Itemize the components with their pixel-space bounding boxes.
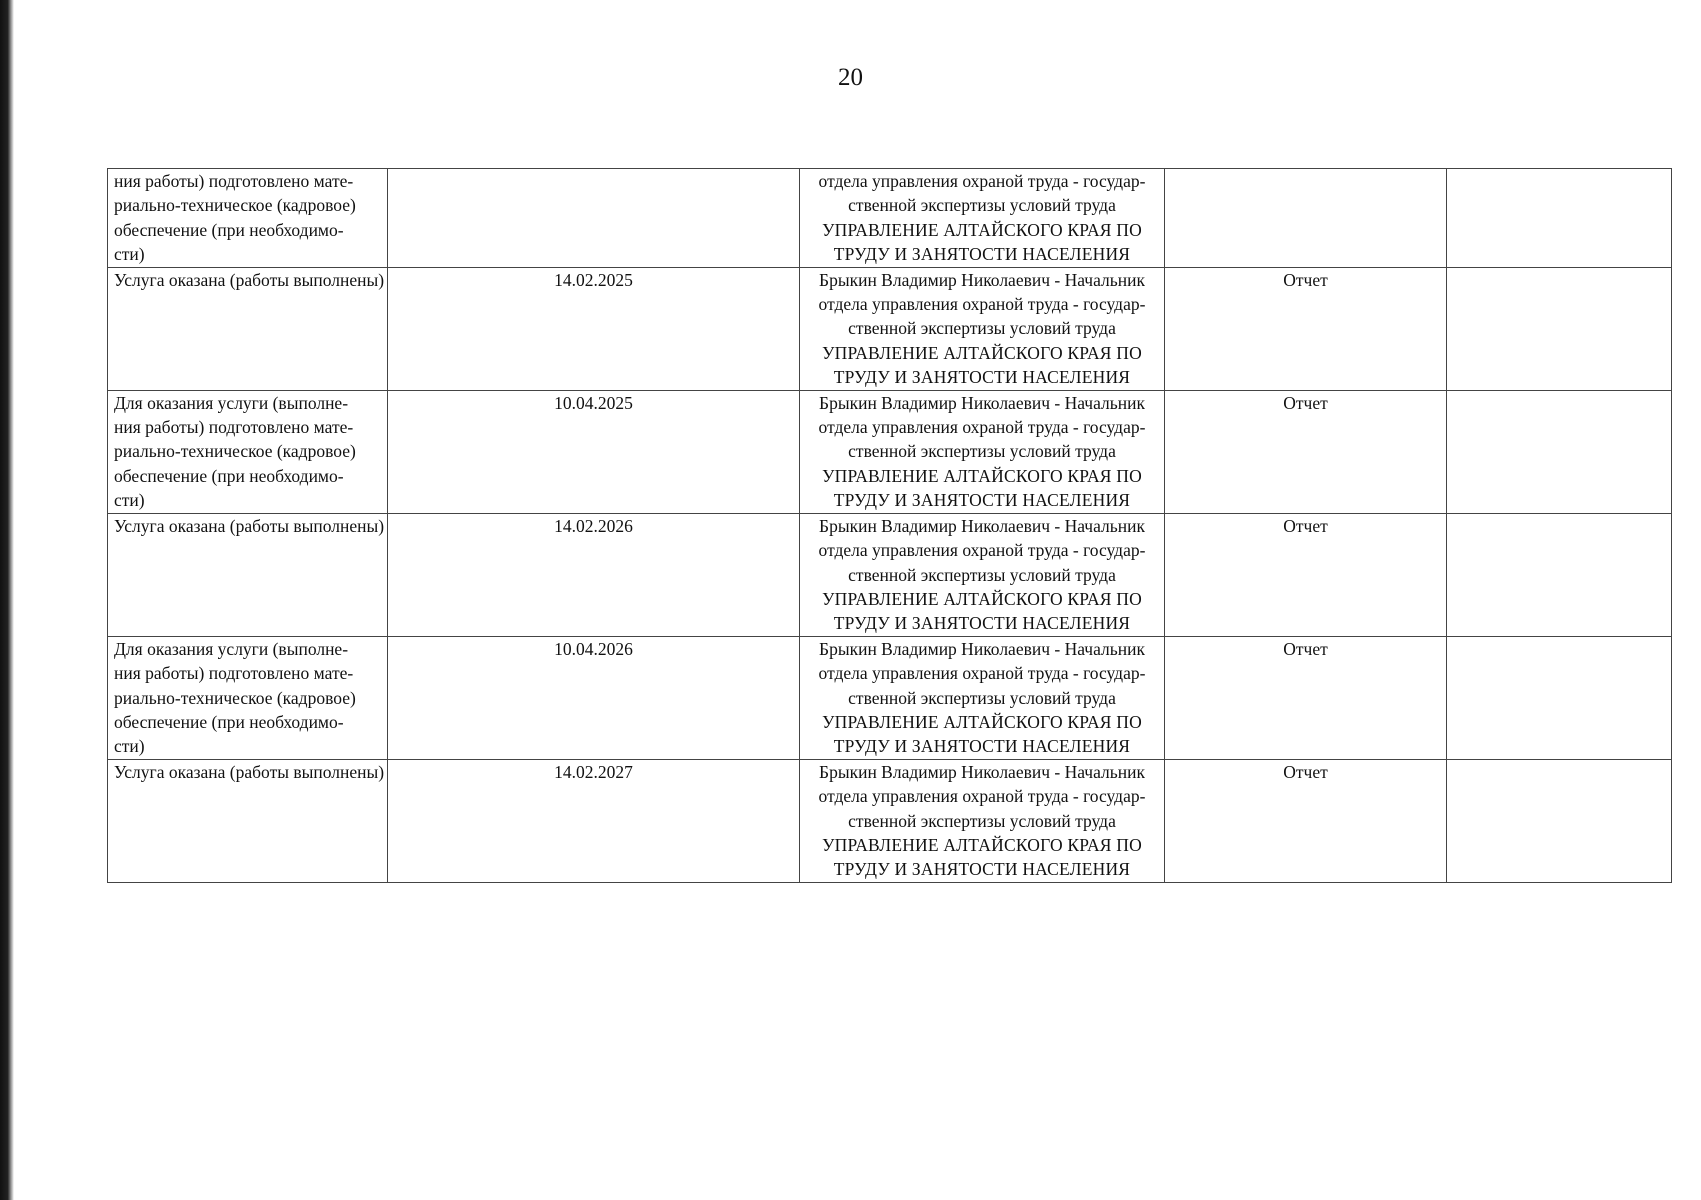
table-row	[108, 759, 1672, 882]
event-text-line: Для оказания услуги (выполне-	[114, 392, 349, 413]
responsible-text-line: Брыкин Владимир Николаевич - Начальник	[819, 638, 1145, 659]
date-cell	[388, 169, 800, 268]
event-text-line: ния работы) подготовлено мате-	[114, 663, 354, 684]
scan-edge-shadow	[0, 0, 14, 1200]
event-text-line: обеспечение (при необходимо-	[114, 711, 344, 732]
event-cell	[108, 759, 388, 882]
document-text: Отчет	[1283, 392, 1328, 413]
date-cell	[388, 513, 800, 636]
responsible-text-line: ственной экспертизы условий труда	[848, 318, 1116, 339]
document-cell	[1165, 390, 1447, 513]
document-cell	[1165, 169, 1447, 268]
event-text-line: риально-техническое (кадровое)	[114, 687, 356, 708]
table-row	[108, 169, 1672, 268]
event-text-line: риально-техническое (кадровое)	[114, 441, 356, 462]
note-cell	[1447, 390, 1672, 513]
document-cell	[1165, 636, 1447, 759]
event-cell	[108, 390, 388, 513]
responsible-cell	[800, 759, 1165, 882]
table-body	[108, 169, 1672, 883]
document-text: Отчет	[1283, 515, 1328, 536]
responsible-text-line: отдела управления охраной труда - государ-	[818, 786, 1146, 807]
document-text: Отчет	[1283, 761, 1328, 782]
note-cell	[1447, 759, 1672, 882]
responsible-text-line: УПРАВЛЕНИЕ АЛТАЙСКОГО КРАЯ ПО	[822, 711, 1142, 732]
responsible-text-line: ТРУДУ И ЗАНЯТОСТИ НАСЕЛЕНИЯ	[833, 490, 1131, 511]
document-cell	[1165, 267, 1447, 390]
document-cell	[1165, 513, 1447, 636]
responsible-text-line: ственной экспертизы условий труда	[848, 195, 1116, 216]
responsible-text-line: ственной экспертизы условий труда	[848, 687, 1116, 708]
responsible-text-line: Брыкин Владимир Николаевич - Начальник	[819, 392, 1145, 413]
responsible-text-line: УПРАВЛЕНИЕ АЛТАЙСКОГО КРАЯ ПО	[822, 342, 1142, 363]
responsible-cell	[800, 390, 1165, 513]
responsible-text-line: ТРУДУ И ЗАНЯТОСТИ НАСЕЛЕНИЯ	[833, 859, 1131, 880]
responsible-text-line: Брыкин Владимир Николаевич - Начальник	[819, 761, 1145, 782]
note-cell	[1447, 513, 1672, 636]
responsible-text-line: УПРАВЛЕНИЕ АЛТАЙСКОГО КРАЯ ПО	[822, 219, 1142, 240]
event-cell	[108, 267, 388, 390]
note-cell	[1447, 169, 1672, 268]
responsible-text-line: отдела управления охраной труда - государ-	[818, 171, 1146, 191]
document-text: Отчет	[1283, 269, 1328, 290]
responsible-text-line: ственной экспертизы условий труда	[848, 564, 1116, 585]
responsible-text-line: ственной экспертизы условий труда	[848, 810, 1116, 831]
date-cell	[388, 390, 800, 513]
responsible-text-line: отдела управления охраной труда - государ-	[818, 294, 1146, 315]
document-text: Отчет	[1283, 638, 1328, 659]
event-text-line: обеспечение (при необходимо-	[114, 465, 344, 486]
date-cell	[388, 636, 800, 759]
responsible-text-line: ТРУДУ И ЗАНЯТОСТИ НАСЕЛЕНИЯ	[833, 244, 1131, 265]
event-text-line: Услуга оказана (работы выполнены)	[114, 269, 385, 290]
responsible-text-line: Брыкин Владимир Николаевич - Начальник	[819, 515, 1145, 536]
document-cell	[1165, 759, 1447, 882]
responsible-text-line: отдела управления охраной труда - государ-	[818, 417, 1146, 438]
event-text-line: обеспечение (при необходимо-	[114, 219, 344, 240]
responsible-text-line: отдела управления охраной труда - государ-	[818, 663, 1146, 684]
responsible-cell	[800, 169, 1165, 268]
page-number: 20	[838, 64, 863, 91]
event-text-line: ния работы) подготовлено мате-	[114, 417, 354, 438]
responsible-cell	[800, 636, 1165, 759]
table-row	[108, 513, 1672, 636]
event-text-line: сти)	[114, 244, 145, 265]
event-text-line: сти)	[114, 490, 145, 511]
responsible-text-line: Брыкин Владимир Николаевич - Начальник	[819, 269, 1145, 290]
date-text: 14.02.2027	[554, 761, 633, 782]
event-text-line: риально-техническое (кадровое)	[114, 195, 356, 216]
event-text-line: ния работы) подготовлено мате-	[114, 171, 354, 191]
responsible-text-line: УПРАВЛЕНИЕ АЛТАЙСКОГО КРАЯ ПО	[822, 834, 1142, 855]
date-text: 14.02.2025	[554, 269, 633, 290]
event-cell	[108, 513, 388, 636]
date-text: 14.02.2026	[554, 515, 633, 536]
date-cell	[388, 759, 800, 882]
schedule-table	[107, 168, 1672, 883]
event-text-line: Услуга оказана (работы выполнены)	[114, 761, 385, 782]
responsible-text-line: УПРАВЛЕНИЕ АЛТАЙСКОГО КРАЯ ПО	[822, 465, 1142, 486]
responsible-text-line: ТРУДУ И ЗАНЯТОСТИ НАСЕЛЕНИЯ	[833, 736, 1131, 757]
responsible-text-line: отдела управления охраной труда - государ-	[818, 540, 1146, 561]
event-cell	[108, 636, 388, 759]
responsible-text-line: ТРУДУ И ЗАНЯТОСТИ НАСЕЛЕНИЯ	[833, 613, 1131, 634]
event-cell	[108, 169, 388, 268]
note-cell	[1447, 636, 1672, 759]
responsible-text-line: ТРУДУ И ЗАНЯТОСТИ НАСЕЛЕНИЯ	[833, 367, 1131, 388]
table-row	[108, 267, 1672, 390]
table-row	[108, 390, 1672, 513]
event-text-line: сти)	[114, 736, 145, 757]
table-row	[108, 636, 1672, 759]
date-text: 10.04.2025	[554, 392, 633, 413]
responsible-text-line: УПРАВЛЕНИЕ АЛТАЙСКОГО КРАЯ ПО	[822, 588, 1142, 609]
event-text-line: Услуга оказана (работы выполнены)	[114, 515, 385, 536]
responsible-cell	[800, 513, 1165, 636]
responsible-text-line: ственной экспертизы условий труда	[848, 441, 1116, 462]
date-text: 10.04.2026	[554, 638, 633, 659]
event-text-line: Для оказания услуги (выполне-	[114, 638, 349, 659]
date-cell	[388, 267, 800, 390]
responsible-cell	[800, 267, 1165, 390]
note-cell	[1447, 267, 1672, 390]
